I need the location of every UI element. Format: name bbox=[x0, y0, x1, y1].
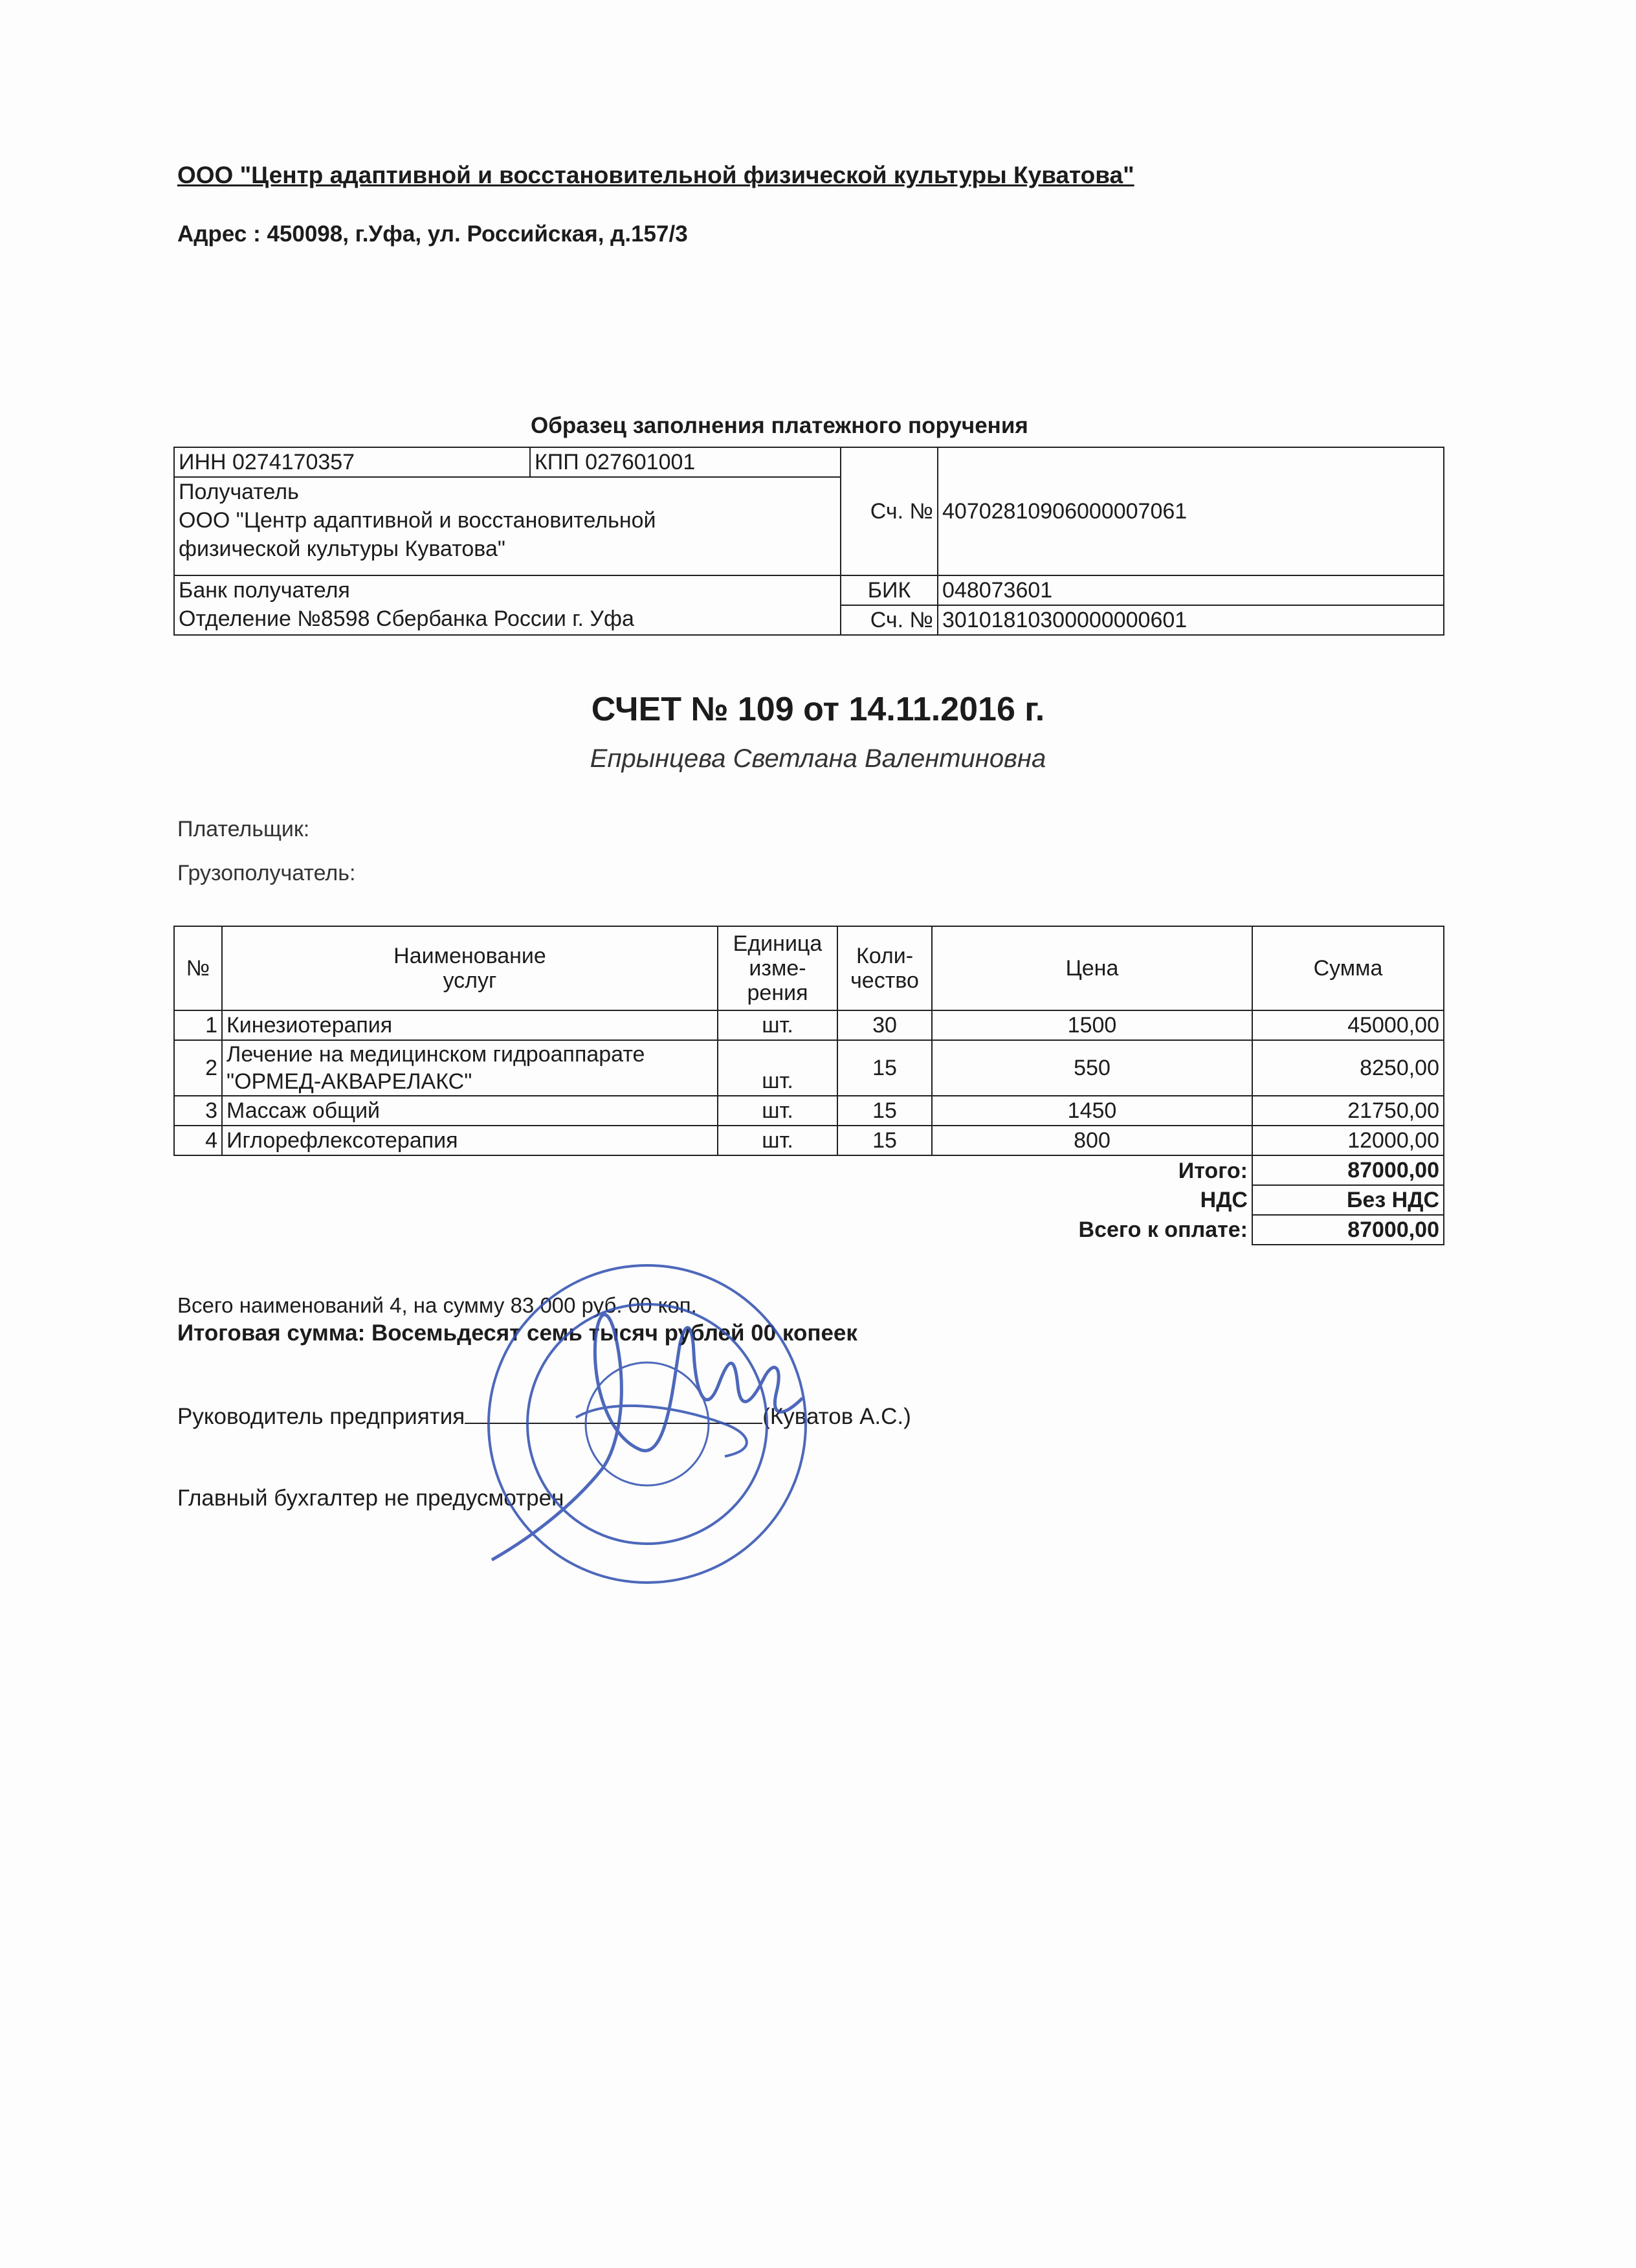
row-num: 3 bbox=[174, 1096, 222, 1126]
corr-account-value: 30101810300000000601 bbox=[938, 605, 1444, 635]
recipient-name-line2: физической культуры Куватова" bbox=[179, 537, 505, 561]
organization-name: ООО "Центр адаптивной и восстановительной физической культуры Куватова" bbox=[177, 162, 1134, 188]
row-unit: шт. bbox=[718, 1010, 837, 1040]
vat-label: НДС bbox=[1200, 1188, 1248, 1212]
row-qty: 15 bbox=[837, 1096, 932, 1126]
row-num: 1 bbox=[174, 1010, 222, 1040]
header-name bbox=[222, 926, 718, 1010]
payer-label: Плательщик: bbox=[177, 817, 310, 841]
director-label: Руководитель предприятия bbox=[177, 1404, 465, 1429]
row-qty: 30 bbox=[837, 1010, 932, 1040]
recipient-name-line1: ООО "Центр адаптивной и восстановительной bbox=[179, 508, 656, 533]
corr-account-label: Сч. № bbox=[841, 605, 938, 635]
header-qty-line1: Коли- bbox=[856, 944, 914, 968]
header-unit-line2: изме- bbox=[749, 956, 806, 981]
summary-amount-in-words: Итоговая сумма: Восемьдесят семь тысяч рублей 00 копеек bbox=[177, 1320, 857, 1346]
row-name: Кинезиотерапия bbox=[222, 1010, 718, 1040]
summary-count: Всего наименований 4, на сумму 83 000 руб. 00 коп. bbox=[177, 1293, 697, 1317]
signature-underline bbox=[465, 1403, 762, 1424]
bank-cell bbox=[174, 575, 841, 635]
consignee-label: Грузополучатель: bbox=[177, 861, 356, 885]
vat-value: Без НДС bbox=[1252, 1185, 1444, 1215]
total-row bbox=[174, 1155, 1444, 1185]
recipient-label: Получатель bbox=[179, 480, 299, 504]
header-name-line1: Наименование bbox=[393, 944, 546, 968]
row-name: Иглорефлексотерапия bbox=[222, 1126, 718, 1155]
row-name: Массаж общий bbox=[222, 1096, 718, 1126]
bik-value: 048073601 bbox=[938, 575, 1444, 605]
account-number: 40702810906000007061 bbox=[938, 447, 1444, 575]
header-name-line2: услуг bbox=[443, 968, 497, 993]
invoice-title: СЧЕТ № 109 от 14.11.2016 г. bbox=[591, 691, 1045, 728]
row-price: 550 bbox=[932, 1040, 1252, 1096]
accountant-line: Главный бухгалтер не предусмотрен bbox=[177, 1485, 564, 1511]
row-name-line1: Лечение на медицинском гидроаппарате bbox=[227, 1042, 645, 1067]
row-price: 1500 bbox=[932, 1010, 1252, 1040]
row-num: 4 bbox=[174, 1126, 222, 1155]
total-label: Итого: bbox=[1178, 1158, 1248, 1183]
services-table bbox=[173, 926, 1444, 1245]
row-qty: 15 bbox=[837, 1126, 932, 1155]
row-qty: 15 bbox=[837, 1040, 932, 1096]
row-num: 2 bbox=[174, 1040, 222, 1096]
payable-label: Всего к оплате: bbox=[1078, 1217, 1248, 1242]
row-sum: 45000,00 bbox=[1252, 1010, 1444, 1040]
bank-name: Отделение №8598 Сбербанка России г. Уфа bbox=[179, 606, 634, 631]
payable-value: 87000,00 bbox=[1252, 1215, 1444, 1245]
table-row bbox=[174, 1096, 1444, 1126]
header-qty-line2: чество bbox=[850, 968, 919, 993]
row-price: 800 bbox=[932, 1126, 1252, 1155]
bank-details-table bbox=[173, 447, 1444, 636]
table-header-row bbox=[174, 926, 1444, 1010]
organization-address: Адрес : 450098, г.Уфа, ул. Российская, д.157/3 bbox=[177, 221, 688, 247]
account-label: Сч. № bbox=[841, 447, 938, 575]
table-row bbox=[174, 1010, 1444, 1040]
row-unit: шт. bbox=[718, 1096, 837, 1126]
header-price: Цена bbox=[932, 926, 1252, 1010]
header-unit bbox=[718, 926, 837, 1010]
vat-row bbox=[174, 1185, 1444, 1215]
recipient-cell bbox=[174, 477, 841, 575]
row-sum: 12000,00 bbox=[1252, 1126, 1444, 1155]
table-row bbox=[174, 1040, 1444, 1096]
header-sum: Сумма bbox=[1252, 926, 1444, 1010]
signature-scribble bbox=[492, 1315, 802, 1560]
inn-cell: ИНН 0274170357 bbox=[174, 447, 530, 477]
kpp-cell: КПП 027601001 bbox=[530, 447, 841, 477]
row-unit: шт. bbox=[718, 1126, 837, 1155]
row-sum: 21750,00 bbox=[1252, 1096, 1444, 1126]
payer-name: Епрынцева Светлана Валентиновна bbox=[590, 744, 1046, 773]
header-unit-line3: рения bbox=[747, 981, 808, 1005]
header-num: № bbox=[174, 926, 222, 1010]
row-price: 1450 bbox=[932, 1096, 1252, 1126]
payment-sample-title: Образец заполнения платежного поручения bbox=[531, 413, 1028, 438]
director-signature-line bbox=[177, 1403, 911, 1430]
row-sum: 8250,00 bbox=[1252, 1040, 1444, 1096]
header-qty bbox=[837, 926, 932, 1010]
table-row bbox=[174, 1126, 1444, 1155]
total-value: 87000,00 bbox=[1252, 1155, 1444, 1185]
row-name bbox=[222, 1040, 718, 1096]
row-name-line2: "ОРМЕД-АКВАРЕЛАКС" bbox=[227, 1069, 472, 1094]
header-unit-line1: Единица bbox=[733, 931, 823, 956]
row-unit: шт. bbox=[718, 1040, 837, 1096]
payable-row bbox=[174, 1215, 1444, 1245]
bank-label: Банк получателя bbox=[179, 578, 350, 603]
director-name: (Куватов А.С.) bbox=[762, 1404, 911, 1429]
bik-label: БИК bbox=[841, 575, 938, 605]
